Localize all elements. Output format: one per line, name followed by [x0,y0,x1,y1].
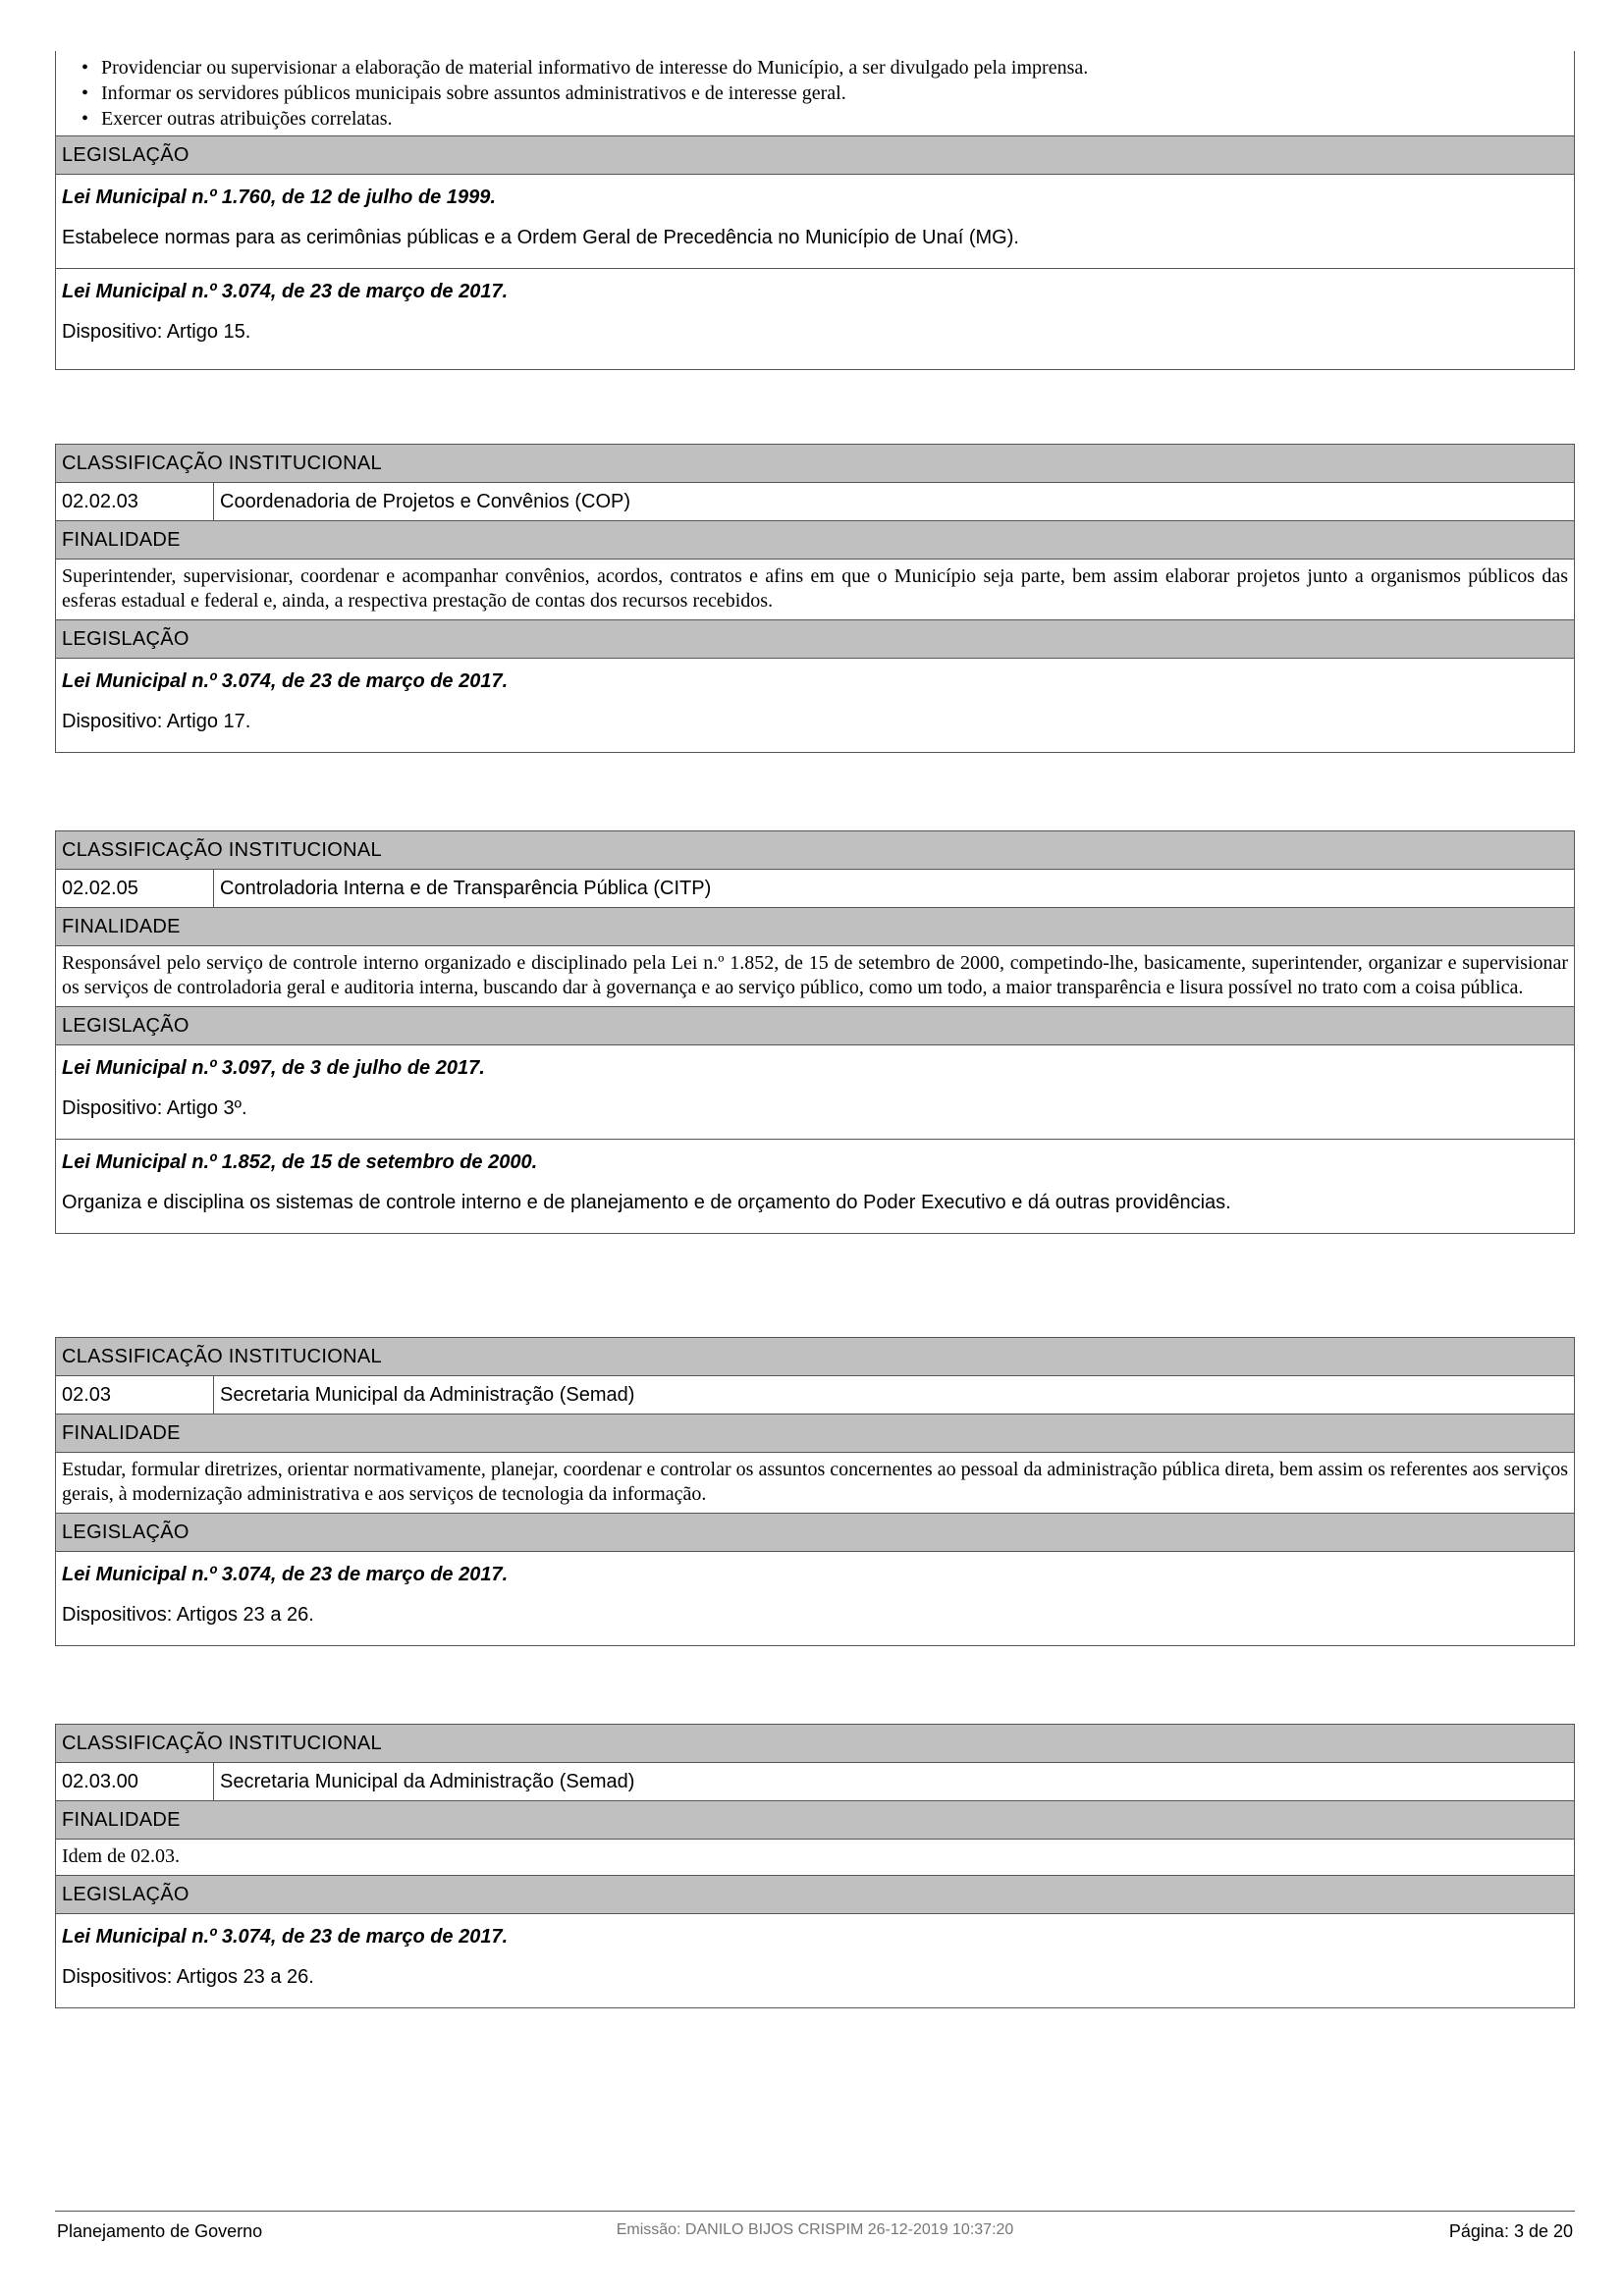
law-entry [56,268,1574,362]
law-description: Estabelece normas para as cerimônias públicas e a Ordem Geral de Precedência no Município de Unaí (MG). [62,227,1019,248]
code-row [56,482,1574,520]
law-title: Lei Municipal n.º 3.074, de 23 de março de 2017. [62,1926,509,1948]
finalidade-header: FINALIDADE [56,1800,1574,1839]
law-entry [56,1139,1574,1233]
law-entry [56,1913,1574,2007]
unit-code: 02.03 [56,1376,214,1414]
list-item: • Providenciar ou supervisionar a elaboração de material informativo de interesse do Município, a ser divulgado pela imprensa. [101,55,1574,80]
list-item: • Informar os servidores públicos municipais sobre assuntos administrativos e de interesse geral. [101,80,1574,106]
law-title: Lei Municipal n.º 3.074, de 23 de março de 2017. [62,1564,509,1585]
finalidade-text: Superintender, supervisionar, coordenar e acompanhar convênios, acordos, contratos e afins em que o Município seja parte, bem assim elaborar projetos junto a organismos públicos das esferas estadual e federal e, ainda, a respectiva prestação de contas dos recursos recebidos. [56,559,1574,619]
finalidade-text: Idem de 02.03. [56,1839,1574,1875]
unit-name: Secretaria Municipal da Administração (Semad) [220,1771,635,1792]
legislacao-header: LEGISLAÇÃO [56,619,1574,658]
finalidade-header: FINALIDADE [56,520,1574,559]
code-row [56,1762,1574,1800]
page-number: Página: 3 de 20 [1448,2221,1573,2241]
law-title: Lei Municipal n.º 1.760, de 12 de julho de 1999. [62,187,496,208]
legislacao-header: LEGISLAÇÃO [56,135,1574,174]
unit-code: 02.03.00 [56,1763,214,1800]
unit-code: 02.02.03 [56,483,214,520]
legislacao-header: LEGISLAÇÃO [56,1513,1574,1551]
law-description: Dispositivos: Artigos 23 a 26. [62,1966,314,1988]
law-description: Dispositivo: Artigo 15. [62,321,251,343]
law-entry [56,658,1574,752]
finalidade-text: Responsável pelo serviço de controle interno organizado e disciplinado pela Lei n.º 1.852, de 15 de setembro de 2000, competindo-lhe, basicamente, superintender, organizar e supervisionar os serviços de controladoria geral e auditoria interna, buscando dar à governança e ao serviço público, como um todo, a maior transparência e lisura possível no trato com a coisa pública. [56,945,1574,1006]
law-description: Organiza e disciplina os sistemas de controle interno e de planejamento e de orçamento do Poder Executivo e dá outras providências. [62,1192,1231,1213]
law-entry [56,174,1574,268]
code-row [56,869,1574,907]
law-entry [56,1044,1574,1139]
footer-emission: Emissão: DANILO BIJOS CRISPIM 26-12-2019 10:37:20 [616,2221,1014,2238]
unit-name: Controladoria Interna e de Transparência Pública (CITP) [220,878,712,899]
law-description: Dispositivo: Artigo 3º. [62,1097,247,1119]
list-item: • Exercer outras atribuições correlatas. [101,106,1574,132]
classification-block [55,444,1575,753]
classificacao-header: CLASSIFICAÇÃO INSTITUCIONAL [56,1338,1574,1375]
unit-code: 02.02.05 [56,870,214,907]
page-footer [55,2211,1575,2241]
classification-block [55,830,1575,1234]
finalidade-header: FINALIDADE [56,1414,1574,1452]
classificacao-header: CLASSIFICAÇÃO INSTITUCIONAL [56,1725,1574,1762]
law-title: Lei Municipal n.º 3.074, de 23 de março de 2017. [62,281,509,302]
legislacao-header: LEGISLAÇÃO [56,1875,1574,1913]
bullet-list [56,51,1574,132]
classificacao-header: CLASSIFICAÇÃO INSTITUCIONAL [56,831,1574,869]
law-title: Lei Municipal n.º 3.074, de 23 de março de 2017. [62,670,509,692]
classificacao-header: CLASSIFICAÇÃO INSTITUCIONAL [56,445,1574,482]
unit-name: Secretaria Municipal da Administração (Semad) [220,1384,635,1406]
law-entry [56,1551,1574,1645]
law-description: Dispositivo: Artigo 17. [62,711,251,732]
law-title: Lei Municipal n.º 3.097, de 3 de julho de 2017. [62,1057,485,1079]
classification-block [55,1724,1575,2008]
code-row [56,1375,1574,1414]
classification-block [55,1337,1575,1646]
unit-name: Coordenadoria de Projetos e Convênios (COP) [220,491,630,512]
finalidade-header: FINALIDADE [56,907,1574,945]
continued-section [55,51,1575,370]
legislacao-header: LEGISLAÇÃO [56,1006,1574,1044]
law-title: Lei Municipal n.º 1.852, de 15 de setembro de 2000. [62,1151,538,1173]
law-description: Dispositivos: Artigos 23 a 26. [62,1604,314,1626]
footer-title: Planejamento de Governo [57,2221,263,2241]
finalidade-text: Estudar, formular diretrizes, orientar normativamente, planejar, coordenar e controlar os assuntos concernentes ao pessoal da administração pública direta, bem assim os referentes aos serviços gerais, à modernização administrativa e aos serviços de tecnologia da informação. [56,1452,1574,1513]
